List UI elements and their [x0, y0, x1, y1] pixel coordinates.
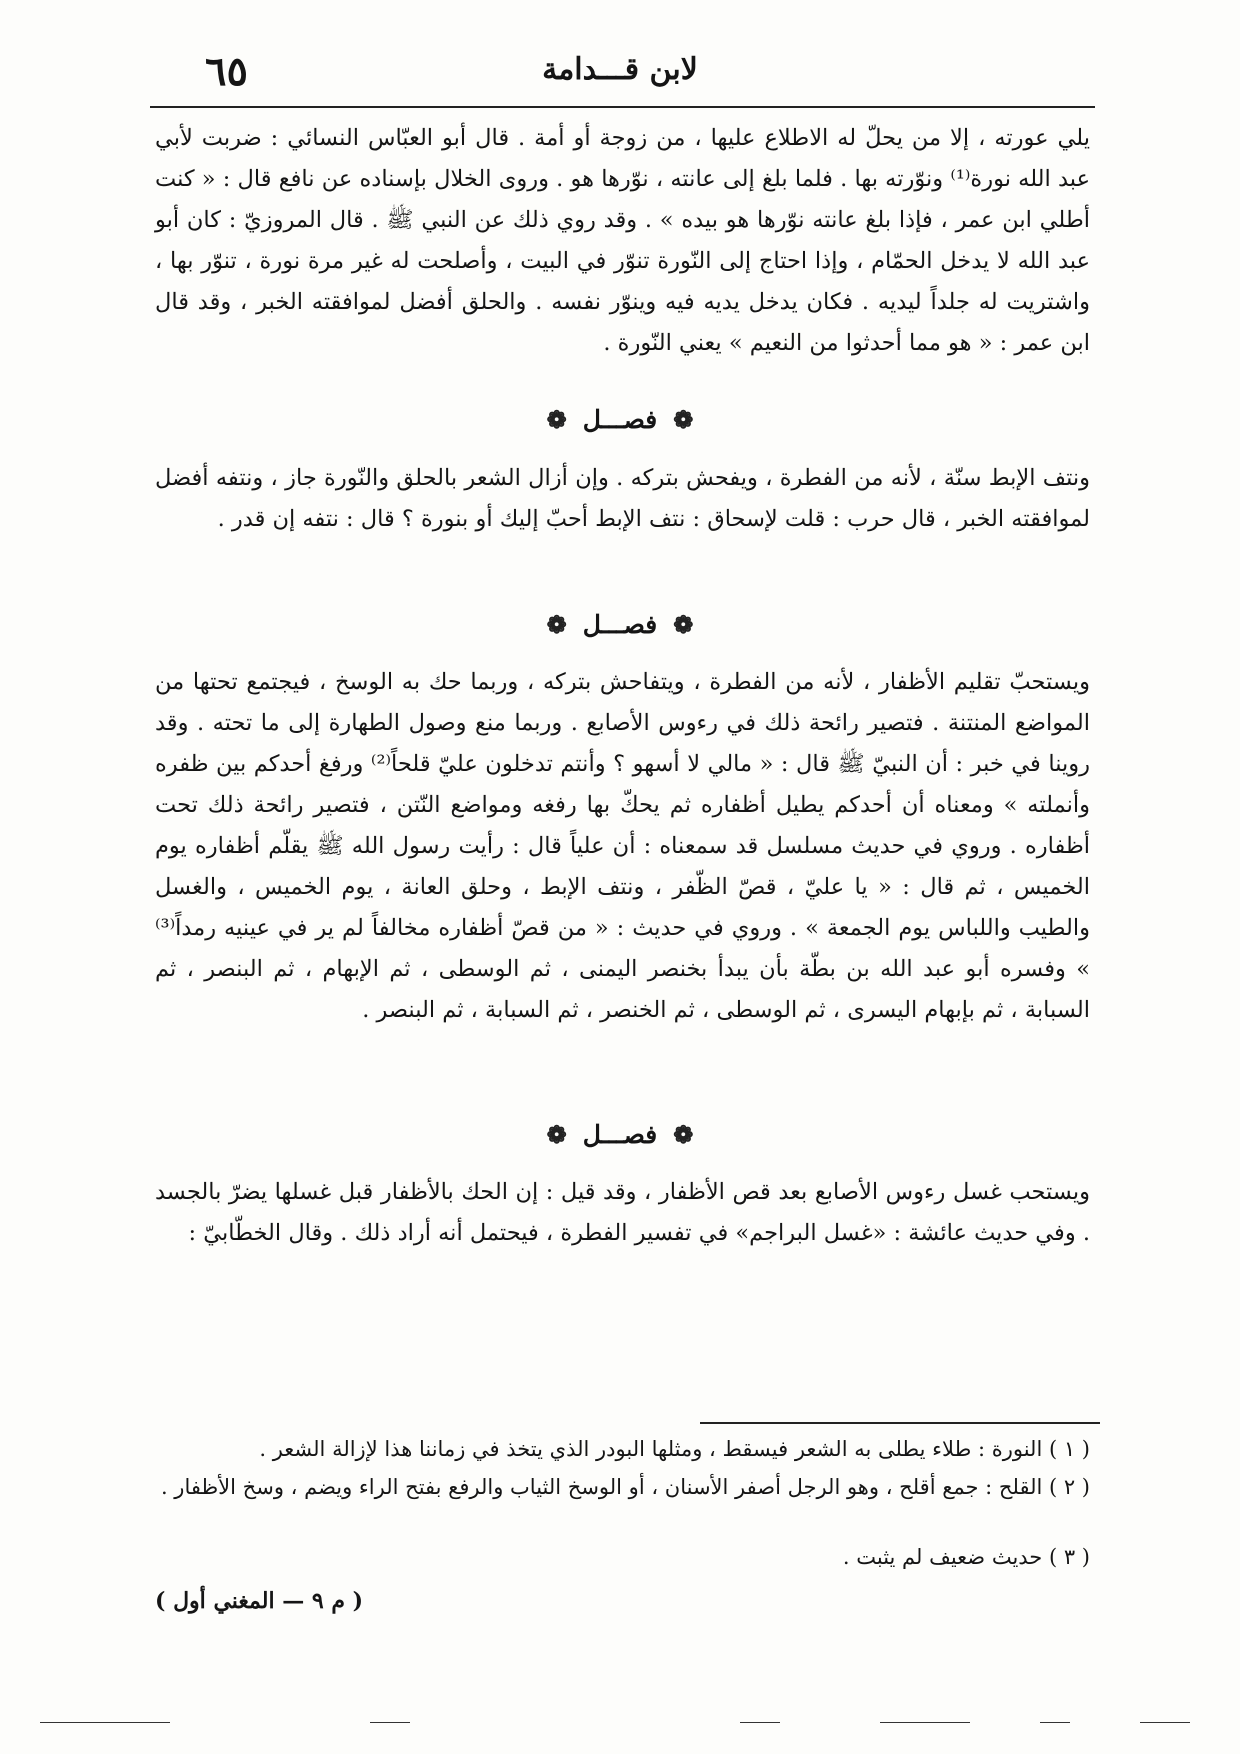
section-heading-2 — [150, 610, 1090, 639]
running-title: لابن قـــدامة — [542, 52, 698, 87]
footnote-3: ( ٣ ) حديث ضعيف لم يثبت . — [842, 1545, 1090, 1569]
ornament-icon: ❁ — [546, 1120, 567, 1149]
paragraph-3: ويستحبّ تقليم الأظفار ، لأنه من الفطرة ، ويتفاحش بتركه ، وربما حك به الوسخ ، فيجتمع تحتها من المواضع المنتنة . فتصير رائحة ذلك في رءوس الأصابع . وربما منع وصول الطهارة إلى ما تحته . وقد روينا في خبر : أن النبيّ ﷺ قال : « مالي لا أسهو ؟ وأنتم تدخلون عليّ قلحاً⁽²⁾ ورفغ أحدكم بين ظفره وأنملته » ومعناه أن أحدكم يطيل أظفاره ثم يحكّ بها رفغه ومواضع النّتن ، فتصير رائحة ذلك تحت أظفاره . وروي في حديث مسلسل قد سمعناه : أن علياً قال : رأيت رسول الله ﷺ يقلّم أظفاره يوم الخميس ، ثم قال : « يا عليّ ، قصّ الظّفر ، ونتف الإبط ، وحلق العانة ، يوم الخميس ، والغسل والطيب واللباس يوم الجمعة » . وروي في حديث : « من قصّ أظفاره مخالفاً لم ير في عينيه رمداً⁽³⁾ » وفسره أبو عبد الله بن بطّة بأن يبدأ بخنصر اليمنى ، ثم الوسطى ، ثم الإبهام ، ثم البنصر ، ثم السبابة ، ثم بإبهام اليسرى ، ثم الوسطى ، ثم الخنصر ، ثم السبابة ، ثم البنصر . — [155, 669, 1090, 1023]
page-header — [150, 48, 1090, 108]
paragraph-2: ونتف الإبط سنّة ، لأنه من الفطرة ، ويفحش بتركه . وإن أزال الشعر بالحلق والنّورة جاز ، ونتفه أفضل لموافقته الخبر ، قال حرب : قلت لإسحاق : نتف الإبط أحبّ إليك أو بنورة ؟ قال : نتفه إن قدر . — [155, 465, 1090, 532]
printer-signature: ( م ٩ — المغني أول ) — [155, 1588, 364, 1614]
section-heading-1 — [150, 405, 1090, 434]
footnote-1: ( ١ ) النورة : طلاء يطلى به الشعر فيسقط ، ومثلها البودر الذي يتخذ في زماننا هذا لإزالة الشعر . — [259, 1437, 1090, 1461]
footnote-2: ( ٢ ) القلح : جمع أقلح ، وهو الرجل أصفر الأسنان ، أو الوسخ الثياب والرفع بفتح الراء ويضم ، وسخ الأظفار . — [160, 1475, 1090, 1499]
ornament-icon: ❁ — [546, 610, 567, 639]
section-heading-label: فصـــل — [582, 610, 658, 639]
ornament-icon: ❁ — [673, 405, 694, 434]
ornament-icon: ❁ — [673, 1120, 694, 1149]
section-heading-label: فصـــل — [582, 1120, 658, 1149]
paragraph-4: ويستحب غسل رءوس الأصابع بعد قص الأظفار ، وقد قيل : إن الحك بالأظفار قبل غسلها يضرّ بالجسد . وفي حديث عائشة : «غسل البراجم» في تفسير الفطرة ، فيحتمل أنه أراد ذلك . وقال الخطّابيّ : — [155, 1179, 1090, 1246]
paragraph-1: يلي عورته ، إلا من يحلّ له الاطلاع عليها ، من زوجة أو أمة . قال أبو العبّاس النسائي : ضربت لأبي عبد الله نورة⁽¹⁾ ونوّرته بها . فلما بلغ إلى عانته ، نوّرها هو . وروى الخلال بإسناده عن نافع قال : « كنت أطلي ابن عمر ، فإذا بلغ عانته نوّرها هو بيده » . وقد روي ذلك عن النبي ﷺ . قال المروزيّ : كان أبو عبد الله لا يدخل الحمّام ، وإذا احتاج إلى النّورة تنوّر في البيت ، وأصلحت له غير مرة نورة ، تنوّر بها ، واشتريت له جلداً ليديه . فكان يدخل يديه فيه وينوّر نفسه . والحلق أفضل لموافقته الخبر ، وقد قال ابن عمر : « هو مما أحدثوا من النعيم » يعني النّورة . — [155, 125, 1091, 356]
section-heading-label: فصـــل — [582, 405, 658, 434]
page-number: ٦٥ — [205, 48, 248, 95]
section-heading-3 — [150, 1120, 1090, 1149]
footnote-rule — [700, 1422, 1100, 1424]
header-rule — [150, 106, 1095, 108]
ornament-icon: ❁ — [546, 405, 567, 434]
ornament-icon: ❁ — [673, 610, 694, 639]
bottom-rules — [40, 1722, 1200, 1726]
